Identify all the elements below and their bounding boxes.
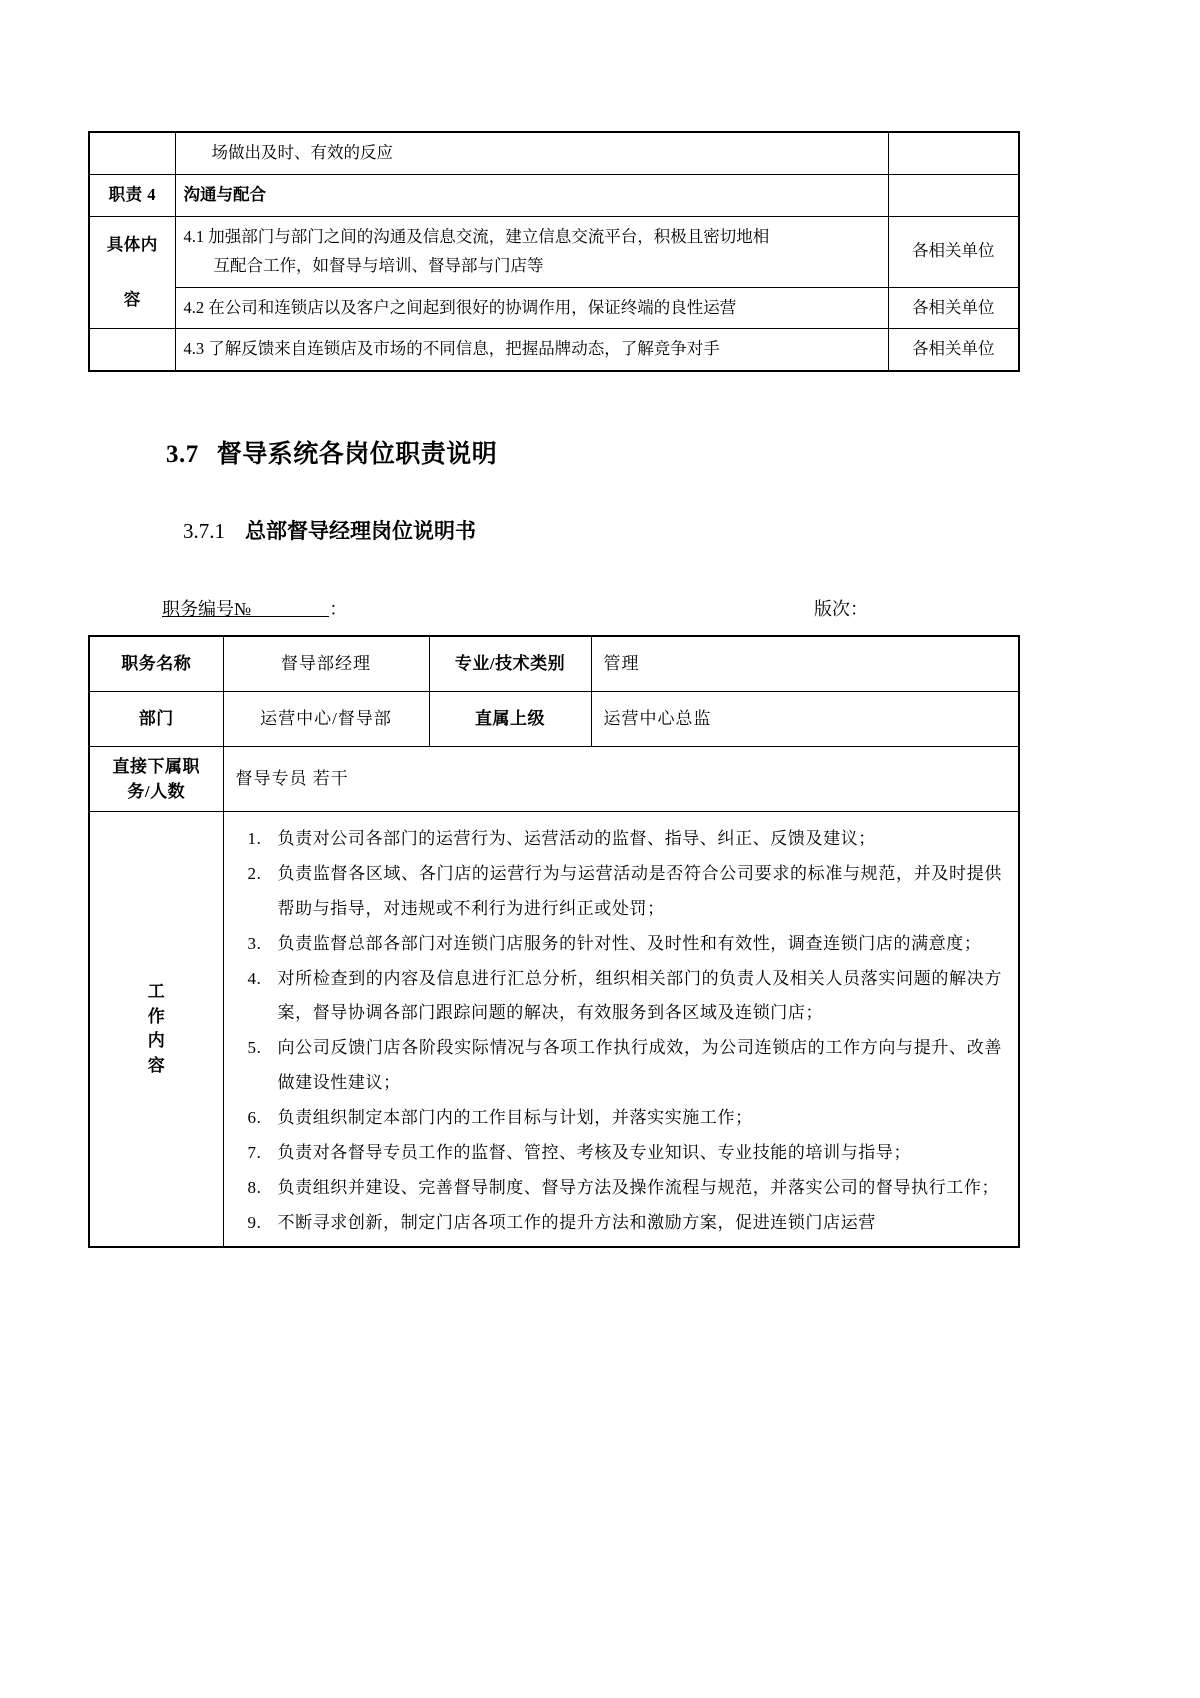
table-row-item-41 (89, 216, 1019, 287)
heading-3-7-1 (88, 470, 1018, 545)
duty-header-right (888, 174, 1019, 216)
subordinates-label-line1: 直接下属职 (112, 756, 200, 776)
subordinates-value: 督导专员 若干 (223, 747, 1019, 812)
direct-supervisor-value: 运营中心总监 (591, 692, 1019, 747)
job-description-table (88, 635, 1020, 1248)
table-row-job-title (89, 636, 1019, 692)
table-row-subordinates (89, 747, 1019, 812)
list-item: 向公司反馈门店各阶段实际情况与各项工作执行成效，为公司连锁店的工作方向与提升、改善做建设性建议； (277, 1038, 1002, 1093)
item-43-label (89, 329, 175, 371)
job-number-line (88, 545, 1018, 623)
table-row-duty-header (89, 174, 1019, 216)
work-content-label (89, 812, 223, 1248)
heading-3-7-title: 督导系统各岗位职责说明 (216, 440, 498, 469)
department-label: 部门 (89, 692, 223, 747)
detail-section-label-line2: 容 (123, 289, 141, 309)
table-row-continued (89, 132, 1019, 174)
list-item: 负责对各督导专员工作的监督、管控、考核及专业知识、专业技能的培训与指导； (277, 1142, 912, 1162)
item-41-line2: 互配合工作，如督导与培训、督导部与门店等 (213, 255, 544, 275)
table-row-item-42 (89, 287, 1019, 329)
job-number-label: 职务编号№ (162, 599, 252, 620)
department-value: 运营中心/督导部 (223, 692, 429, 747)
duty-responsibility-table (88, 131, 1020, 372)
subordinates-label (89, 747, 223, 812)
work-content-label-char-0: 工 (147, 982, 165, 1002)
heading-3-7 (88, 372, 1018, 470)
item-42-text: 4.2 在公司和连锁店以及客户之间起到很好的协调作用，保证终端的良性运营 (175, 287, 888, 329)
item-43-text: 4.3 了解反馈来自连锁店及市场的不同信息，把握品牌动态，了解竞争对手 (175, 329, 888, 371)
version-label: 版次： (814, 599, 868, 620)
detail-section-label (89, 216, 175, 329)
continued-row-label (89, 132, 175, 174)
page-content (88, 0, 1018, 1248)
heading-3-7-1-number: 3.7.1 (183, 519, 225, 544)
work-content-label-char-1: 作 (147, 1006, 165, 1026)
table-row-department (89, 692, 1019, 747)
list-item: 负责对公司各部门的运营行为、运营活动的监督、指导、纠正、反馈及建议； (277, 829, 876, 849)
list-item: 负责组织制定本部门内的工作目标与计划，并落实实施工作； (277, 1108, 753, 1127)
table-row-work-content (89, 812, 1019, 1248)
table-row-item-43 (89, 329, 1019, 371)
item-41-right: 各相关单位 (888, 216, 1019, 287)
subordinates-label-line2: 务/人数 (127, 782, 186, 802)
item-43-right: 各相关单位 (888, 329, 1019, 371)
item-41-line1: 4.1 加强部门与部门之间的沟通及信息交流，建立信息交流平台，积极且密切地相 (183, 226, 770, 246)
duty-title: 沟通与配合 (175, 174, 888, 216)
work-content-duty-list (228, 822, 1003, 1240)
job-number-colon: ： (329, 599, 348, 620)
list-item: 负责组织并建设、完善督导制度、督导方法及操作流程与规范，并落实公司的督导执行工作； (277, 1177, 1000, 1197)
list-item: 负责监督总部各部门对连锁门店服务的针对性、及时性和有效性，调查连锁门店的满意度； (277, 933, 982, 953)
list-item: 不断寻求创新，制定门店各项工作的提升方法和激励方案，促进连锁门店运营 (277, 1212, 876, 1232)
job-title-value: 督导部经理 (223, 636, 429, 692)
continued-row-right (888, 132, 1019, 174)
profession-category-label: 专业/技术类别 (429, 636, 591, 692)
detail-section-label-line1: 具体内 (106, 234, 158, 254)
heading-3-7-1-title: 总部督导经理岗位说明书 (245, 520, 476, 544)
list-item: 对所检查到的内容及信息进行汇总分析，组织相关部门的负责人及相关人员落实问题的解决方案，督导协调各部门跟踪问题的解决，有效服务到各区域及连锁门店； (277, 968, 1002, 1023)
job-number-blank-field[interactable] (251, 616, 329, 617)
list-item: 负责监督各区域、各门店的运营行为与运营活动是否符合公司要求的标准与规范，并及时提供帮助与指导，对违规或不利行为进行纠正或处罚； (277, 864, 1002, 918)
direct-supervisor-label: 直属上级 (429, 692, 591, 747)
work-content-label-char-2: 内 (147, 1031, 165, 1051)
job-title-label: 职务名称 (89, 636, 223, 692)
heading-3-7-number: 3.7 (166, 441, 199, 469)
work-content-cell (223, 812, 1019, 1248)
item-41-text (175, 216, 888, 287)
profession-category-value: 管理 (591, 636, 1019, 692)
work-content-label-char-3: 容 (147, 1055, 165, 1075)
item-42-right: 各相关单位 (888, 287, 1019, 329)
duty-number-label: 职责 4 (89, 174, 175, 216)
continued-row-text: 场做出及时、有效的反应 (175, 132, 888, 174)
